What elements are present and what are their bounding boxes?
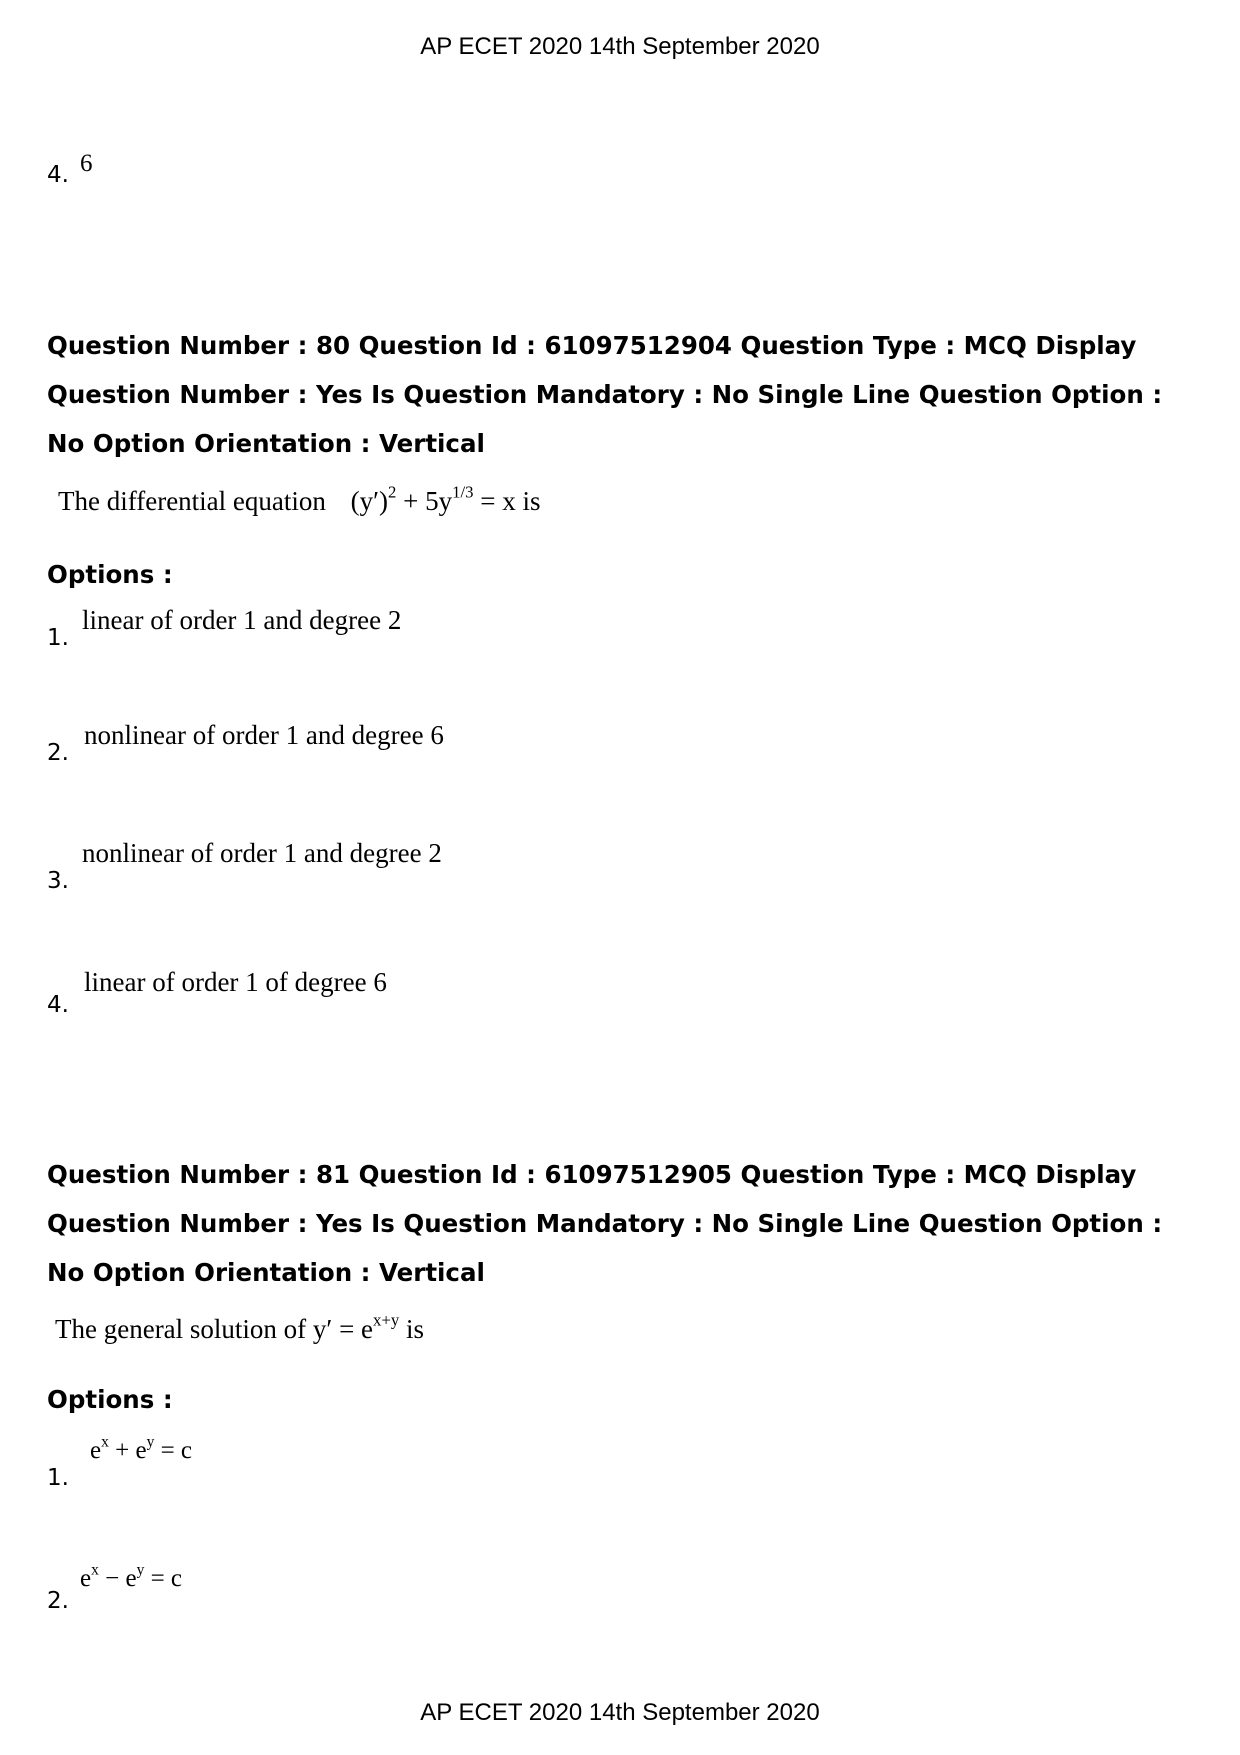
question-80-meta: Question Number : 80 Question Id : 61097512904 Question Type : MCQ Display Question Number : Yes Is Question Mandatory : No Single Line Question Option : No Option Orientation : Vertical (47, 331, 1163, 458)
q81-option-2-equation: $e^x - e^y = c$ (80, 1561, 183, 1592)
question-81-options-label: Options : (47, 1385, 173, 1414)
q81-option-1-equation: $e^x + e^y = c$ (90, 1433, 193, 1464)
q80-option-2-text: nonlinear of order 1 and degree 6 (84, 720, 444, 750)
q80-option-1-text: linear of order 1 and degree 2 (82, 605, 402, 635)
page-header: AP ECET 2020 14th September 2020 (420, 33, 820, 60)
q80-option-1-number: 1. (47, 625, 69, 651)
q80-option-4-number: 4. (47, 992, 69, 1018)
question-80-stem (58, 482, 541, 517)
q81-option-2-number: 2. (47, 1588, 69, 1614)
question-81-stem: The general solution of $y' = e^{x+y}$ is (55, 1310, 424, 1344)
question-80-stem-text: The differential equation (58, 486, 326, 516)
q80-option-3-text: nonlinear of order 1 and degree 2 (82, 838, 442, 868)
question-81-meta: Question Number : 81 Question Id : 61097512905 Question Type : MCQ Display Question Number : Yes Is Question Mandatory : No Single Line Question Option : No Option Orientation : Vertical (47, 1160, 1163, 1287)
q81-option-1-number: 1. (47, 1465, 69, 1491)
prev-option-number: 4. (47, 162, 69, 188)
q80-option-4-text: linear of order 1 of degree 6 (84, 967, 387, 997)
q80-option-2-number: 2. (47, 740, 69, 766)
question-80-options-label: Options : (47, 560, 173, 589)
page-footer: AP ECET 2020 14th September 2020 (420, 1699, 820, 1726)
q80-option-3-number: 3. (47, 868, 69, 894)
question-80-equation: $(y')^2 + 5y^{1/3} = x$ is (350, 482, 541, 516)
prev-option-text: 6 (80, 150, 93, 177)
